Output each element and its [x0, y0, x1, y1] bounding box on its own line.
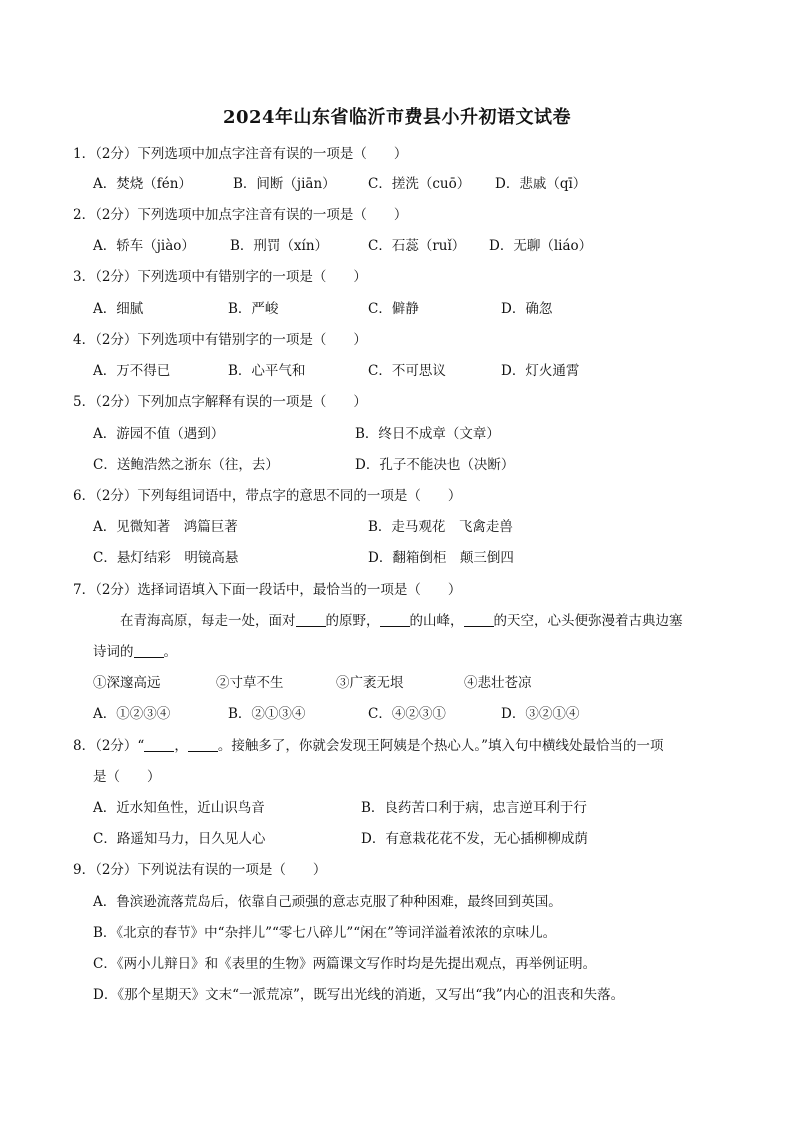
q7-passage-text-2: 的原野， [325, 613, 380, 629]
q1-option-a[interactable]: A．焚烧（fén） [93, 176, 192, 192]
q6-option-a[interactable]: A．见微知著 鸿篇巨著 [93, 519, 238, 535]
q8-stem-mid: ， [174, 738, 188, 754]
q8-stem-end: 。接触多了，你就会发现王阿姨是个热心人。”填入句中横线处最恰当的一项 [217, 738, 664, 754]
question-4-stem: 4．（2分）下列选项中有错别字的一项是（ ） [73, 332, 367, 348]
q7-option-c[interactable]: C．④②③① [368, 706, 446, 722]
q2-option-d[interactable]: D．无聊（liáo） [489, 238, 593, 254]
q7-blank-3 [464, 612, 494, 627]
q8-option-a[interactable]: A．近水知鱼性，近山识鸟音 [93, 800, 265, 816]
q8-option-d[interactable]: D．有意栽花花不发，无心插柳柳成荫 [361, 831, 588, 847]
q8-blank-1 [144, 737, 174, 752]
q7-word-1: ①深邃高远 [93, 675, 161, 691]
question-5-stem: 5．（2分）下列加点字解释有误的一项是（ ） [73, 394, 367, 410]
q1-option-d[interactable]: D．悲戚（qī） [495, 176, 587, 192]
q7-word-4: ④悲壮苍凉 [464, 675, 532, 691]
question-7-stem: 7．（2分）选择词语填入下面一段话中，最恰当的一项是（ ） [73, 582, 462, 598]
q7-passage-text-5: 诗词的 [93, 644, 134, 660]
q4-option-a[interactable]: A．万不得已 [93, 363, 171, 379]
question-8-stem-line2: 是（ ） [93, 769, 161, 785]
q9-option-b[interactable]: B．《北京的春节》中“杂拌儿”“零七八碎儿”“闲在”等词洋溢着浓浓的京味儿。 [93, 925, 557, 941]
q7-passage-text-1: 在青海高原，每走一处，面对 [120, 613, 296, 629]
q5-option-d[interactable]: D．孔子不能决也（决断） [355, 457, 515, 473]
q9-option-a[interactable]: A．鲁滨逊流落荒岛后，依靠自己顽强的意志克服了种种困难，最终回到英国。 [93, 894, 562, 910]
q8-option-b[interactable]: B．良药苦口利于病，忠言逆耳利于行 [361, 800, 587, 816]
q5-option-c[interactable]: C．送鲍浩然之浙东（往，去） [93, 457, 279, 473]
q4-option-c[interactable]: C．不可思议 [368, 363, 446, 379]
q5-option-a[interactable]: A．游园不值（遇到） [93, 426, 225, 442]
q3-option-a[interactable]: A．细腻 [93, 301, 144, 317]
q3-option-d[interactable]: D．确忽 [501, 301, 553, 317]
q8-blank-2 [188, 737, 218, 752]
q3-option-c[interactable]: C．僻静 [368, 301, 419, 317]
q7-word-3: ③广袤无垠 [336, 675, 404, 691]
question-2-stem: 2．（2分）下列选项中加点字注音有误的一项是（ ） [73, 207, 408, 223]
q7-blank-1 [296, 612, 326, 627]
q1-option-b[interactable]: B．间断（jiān） [233, 176, 336, 192]
q7-passage-text-4: 的天空，心头便弥漫着古典边塞 [493, 613, 683, 629]
q9-option-c[interactable]: C．《两小儿辩日》和《表里的生物》两篇课文写作时均是先提出观点，再举例证明。 [93, 956, 597, 972]
q2-option-c[interactable]: C．石蕊（ruǐ） [368, 238, 466, 254]
q1-option-c[interactable]: C．搓洗（cuō） [368, 176, 471, 192]
q7-word-2: ②寸草不生 [216, 675, 284, 691]
q2-option-a[interactable]: A．轿车（jiào） [93, 238, 195, 254]
q8-stem-start: 8．（2分）“ [73, 738, 145, 754]
question-7-passage-line2 [93, 643, 177, 661]
question-1-stem: 1．（2分）下列选项中加点字注音有误的一项是（ ） [73, 146, 408, 162]
q2-option-b[interactable]: B．刑罚（xín） [230, 238, 329, 254]
question-8-stem [73, 737, 664, 755]
q7-option-a[interactable]: A．①②③④ [93, 706, 171, 722]
q7-blank-2 [380, 612, 410, 627]
q4-option-b[interactable]: B．心平气和 [228, 363, 306, 379]
exam-title: 2024年山东省临沂市费县小升初语文试卷 [222, 107, 572, 128]
q7-passage-text-3: 的山峰， [409, 613, 464, 629]
q9-option-d[interactable]: D．《那个星期天》文末“一派荒凉”，既写出光线的消逝，又写出“我”内心的沮丧和失落。 [93, 987, 625, 1003]
q5-option-b[interactable]: B．终日不成章（文章） [355, 426, 500, 442]
q6-option-b[interactable]: B．走马观花 飞禽走兽 [368, 519, 513, 535]
question-3-stem: 3．（2分）下列选项中有错别字的一项是（ ） [73, 269, 367, 285]
q7-blank-4 [134, 643, 164, 658]
q7-passage-text-6: 。 [163, 644, 177, 660]
question-7-passage-line1 [120, 612, 683, 630]
q7-option-d[interactable]: D．③②①④ [501, 706, 580, 722]
q7-option-b[interactable]: B．②①③④ [228, 706, 306, 722]
q4-option-d[interactable]: D．灯火通霄 [501, 363, 580, 379]
q3-option-b[interactable]: B．严峻 [228, 301, 279, 317]
q6-option-d[interactable]: D．翻箱倒柜 颠三倒四 [368, 550, 514, 566]
q8-option-c[interactable]: C．路遥知马力，日久见人心 [93, 831, 266, 847]
q6-option-c[interactable]: C．悬灯结彩 明镜高悬 [93, 550, 239, 566]
question-6-stem: 6．（2分）下列每组词语中，带点字的意思不同的一项是（ ） [73, 488, 462, 504]
question-9-stem: 9．（2分）下列说法有误的一项是（ ） [73, 862, 327, 878]
